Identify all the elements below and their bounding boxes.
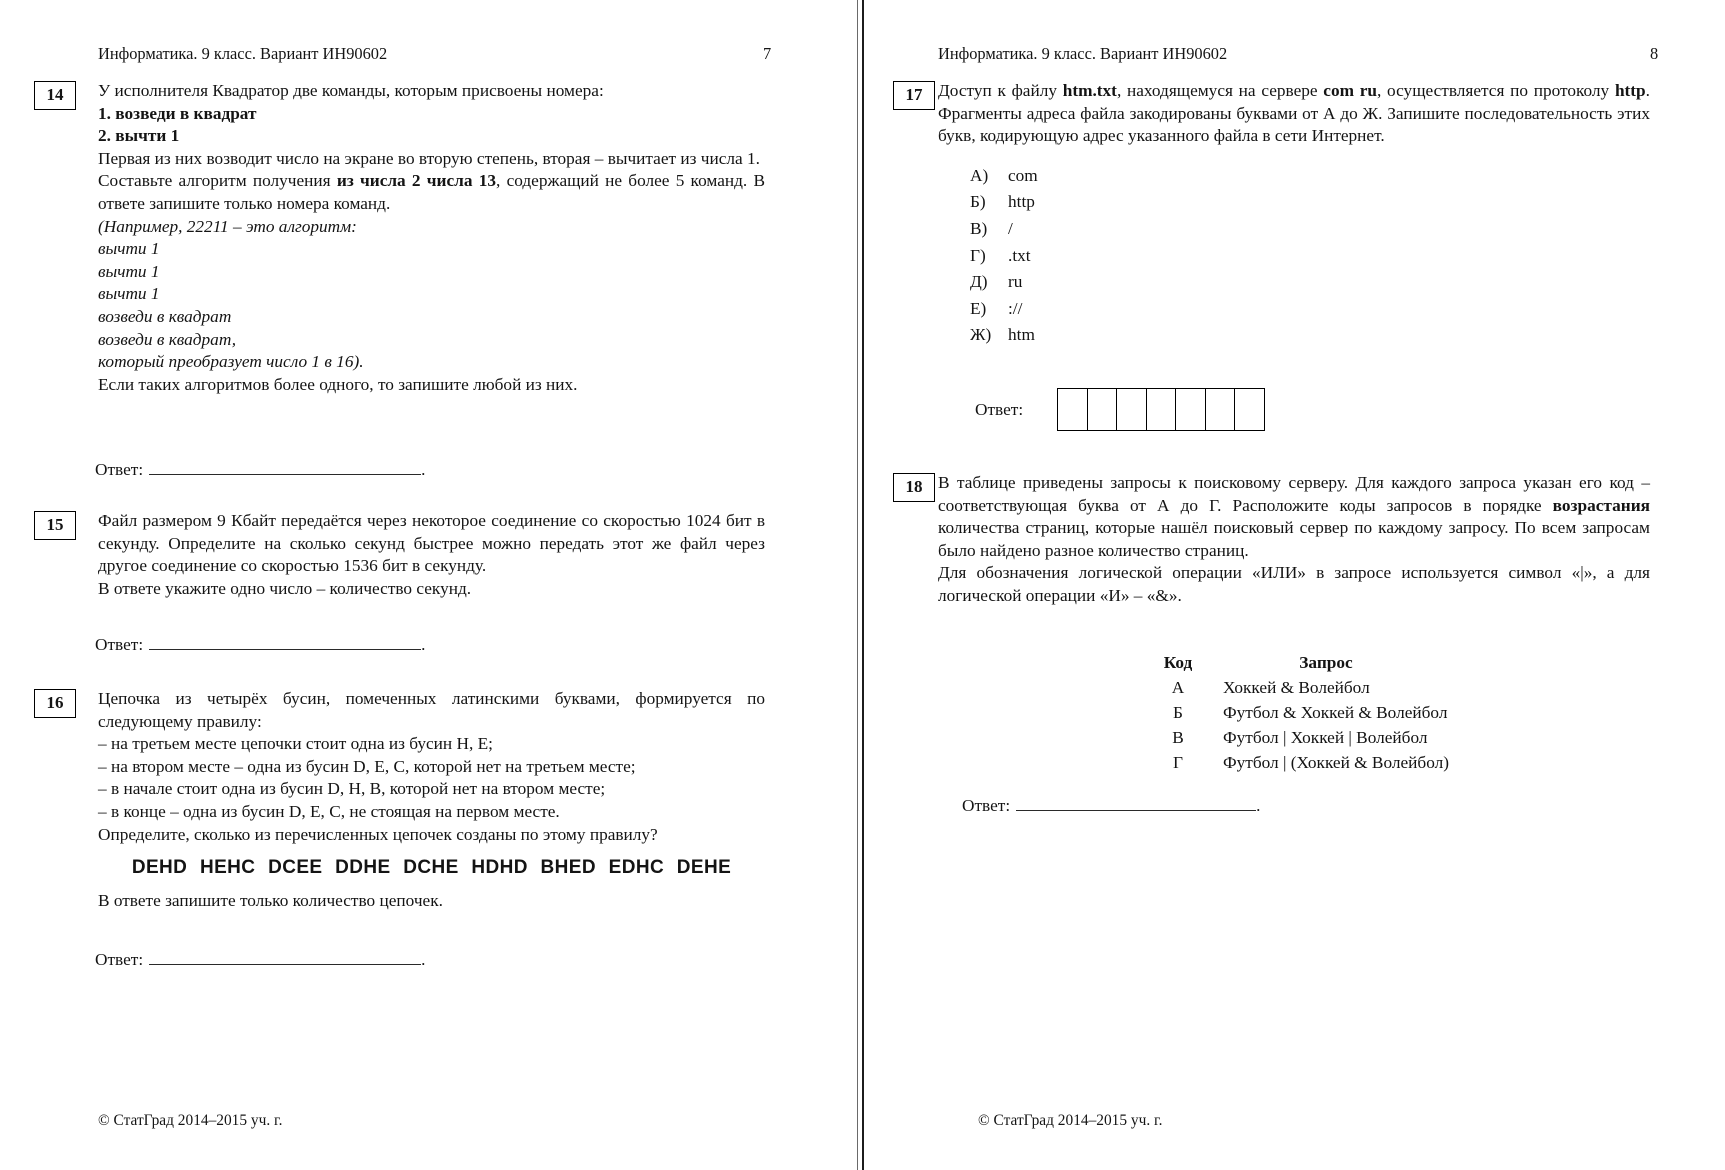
- question-17-answer-label: [975, 400, 1023, 420]
- question-15-number-box: 15: [34, 511, 76, 540]
- question-14-description: Первая из них возводит число на экране во вторую степень, вторая – вычитает из числа 1.: [98, 148, 760, 168]
- option-a: А) com: [970, 165, 1038, 185]
- question-17: [905, 80, 1650, 349]
- question-16-question: Определите, сколько из перечисленных цепочек созданы по этому правилу?: [98, 824, 658, 844]
- page-number: 7: [763, 44, 772, 63]
- question-17-text: Доступ к файлу htm.txt, находящемуся на сервере com ru, осуществляется по протоколу http. Фрагменты адреса файла закодированы буквами от А до Ж. Запишите последовательность этих букв, кодирующую адрес указанного файла в сети Интернет.: [938, 81, 1650, 146]
- question-14-outro: Если таких алгоритмов более одного, то запишите любой из них.: [98, 374, 578, 394]
- option-b: Б) http: [970, 192, 1035, 212]
- page-number: 8: [1650, 44, 1659, 63]
- question-17-number-box: 17: [893, 81, 935, 110]
- page-footer: © СтатГрад 2014–2015 уч. г.: [978, 1112, 1163, 1129]
- question-14-command-2: 2. вычти 1: [98, 126, 180, 146]
- page-footer: © СтатГрад 2014–2015 уч. г.: [98, 1112, 283, 1129]
- answer-blank-line: [149, 631, 421, 650]
- question-14-answer-row: Ответ: .: [95, 456, 425, 480]
- question-18: [905, 472, 1650, 608]
- answer-cell: [1235, 389, 1264, 430]
- page-divider-line: [857, 0, 858, 1170]
- question-16-chains: DEHD HEHC DCEE DDHE DCHE HDHD BHED EDHC DEHE: [131, 857, 732, 879]
- row-code: А: [1171, 678, 1185, 697]
- answer-blank-line: [1016, 792, 1256, 811]
- table-row: [938, 700, 1650, 725]
- row-query: Футбол & Хоккей & Волейбол: [1223, 703, 1448, 722]
- answer-label: Ответ:: [95, 950, 144, 969]
- answer-label: Ответ:: [975, 400, 1024, 419]
- page-divider-line: [862, 0, 864, 1170]
- option-d: Д) ru: [970, 272, 1023, 292]
- question-16: [46, 688, 765, 913]
- row-code: Г: [1173, 753, 1183, 772]
- question-18-note: Для обозначения логической операции «ИЛИ» в запросе используется символ «|», а для логической операции «И» – «&».: [938, 563, 1650, 605]
- question-14-command-1: 1. возведи в квадрат: [98, 103, 257, 123]
- question-17-answer-grid: [1057, 388, 1265, 431]
- option-zh: Ж) htm: [970, 325, 1035, 345]
- question-15-outro: В ответе укажите одно число – количество секунд.: [98, 578, 472, 598]
- option-v: В) /: [970, 218, 1013, 238]
- question-16-rules: – на третьем месте цепочки стоит одна из бусин H, E; – на втором месте – одна из бусин D, E, C, которой нет на третьем месте; – в начале стоит одна из бусин D, H, B, которой нет на втором месте; – в конце – одна из бусин D, E, C, не стоящая на первом месте.: [98, 734, 636, 821]
- question-15-text: Файл размером 9 Кбайт передаётся через некоторое соединение со скоростью 1024 бит в секунду. Определите на сколько секунд быстрее можно передать этот же файл через другое соединение со скоростью 1536 бит в секунду.: [98, 511, 765, 576]
- question-14: [46, 80, 765, 396]
- answer-label: Ответ:: [95, 460, 144, 479]
- row-query: Футбол | Хоккей | Волейбол: [1223, 728, 1428, 747]
- row-code: Б: [1173, 703, 1183, 722]
- question-14-task: Составьте алгоритм получения из числа 2 числа 13, содержащий не более 5 команд. В ответе запишите только номера команд.: [98, 171, 765, 213]
- answer-cell: [1088, 389, 1118, 430]
- table-header-row: [938, 650, 1650, 675]
- question-14-number-box: 14: [34, 81, 76, 110]
- question-16-intro: Цепочка из четырёх бусин, помеченных латинскими буквами, формируется по следующему правилу:: [98, 689, 765, 731]
- table-row: [938, 675, 1650, 700]
- row-query: Хоккей & Волейбол: [1223, 678, 1370, 697]
- table-row: [938, 750, 1650, 775]
- question-18-answer-row: Ответ: .: [962, 792, 1260, 816]
- answer-label: Ответ:: [962, 796, 1011, 815]
- question-16-number-box: 16: [34, 689, 76, 718]
- answer-cell: [1147, 389, 1177, 430]
- question-16-outro: В ответе запишите только количество цепочек.: [98, 891, 443, 911]
- page-left: [0, 0, 858, 1170]
- row-code: В: [1172, 728, 1184, 747]
- question-15: [46, 510, 765, 600]
- page-header-title: Информатика. 9 класс. Вариант ИН90602: [98, 44, 388, 63]
- row-query: Футбол | (Хоккей & Волейбол): [1223, 753, 1449, 772]
- answer-cell: [1206, 389, 1236, 430]
- question-17-options: [970, 163, 1650, 349]
- answer-cell: [1117, 389, 1147, 430]
- answer-label: Ответ:: [95, 635, 144, 654]
- option-g: Г) .txt: [970, 245, 1031, 265]
- question-16-answer-row: Ответ: .: [95, 946, 425, 970]
- answer-cell: [1176, 389, 1206, 430]
- table-row: [938, 725, 1650, 750]
- question-14-example: (Например, 22211 – это алгоритм: вычти 1 вычти 1 вычти 1 возведи в квадрат возведи в квадрат, который преобразует число 1 в 16).: [98, 216, 364, 372]
- table-header-code: Код: [1163, 653, 1193, 672]
- question-18-text: В таблице приведены запросы к поисковому серверу. Для каждого запроса указан его код – соответствующая буква от А до Г. Расположите коды запросов в порядке возрастания количества страниц, которые нашёл поисковый сервер по каждому запросу. По всем запросам было найдено разное количество страниц.: [938, 473, 1650, 560]
- page-right: [866, 0, 1725, 1170]
- table-header-query: Запрос: [1299, 653, 1353, 672]
- question-18-table: [938, 650, 1650, 775]
- question-15-answer-row: Ответ: .: [95, 631, 425, 655]
- answer-blank-line: [149, 946, 421, 965]
- answer-cell: [1058, 389, 1088, 430]
- answer-blank-line: [149, 456, 421, 475]
- question-14-intro: У исполнителя Квадратор две команды, которым присвоены номера:: [98, 81, 604, 100]
- option-e: Е) ://: [970, 298, 1023, 318]
- page-header-title: Информатика. 9 класс. Вариант ИН90602: [938, 44, 1228, 63]
- question-18-number-box: 18: [893, 473, 935, 502]
